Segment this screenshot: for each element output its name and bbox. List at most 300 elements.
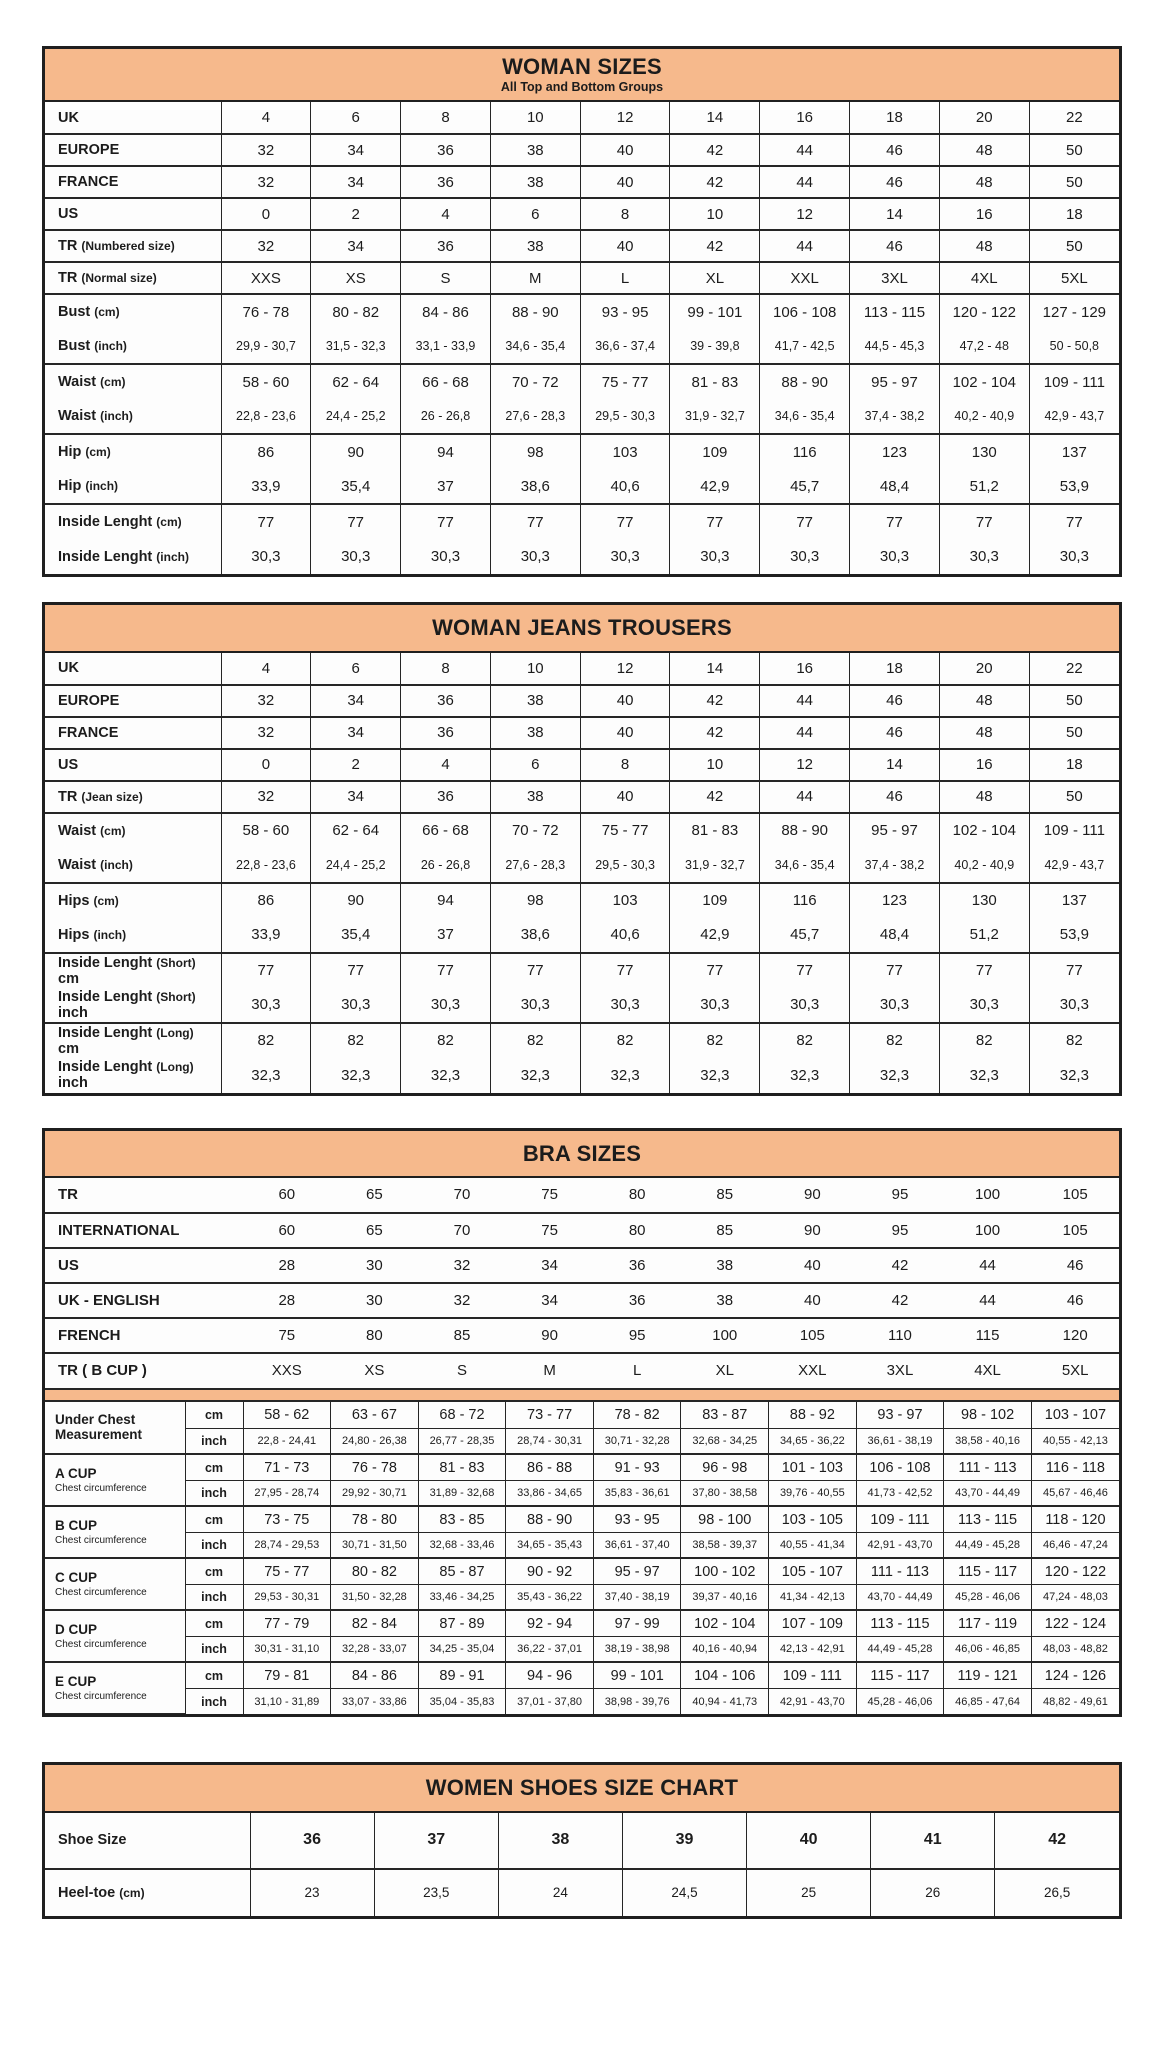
size-value: 77	[311, 504, 401, 539]
size-value: 123	[850, 434, 940, 469]
row-label: Waist (inch)	[45, 399, 221, 434]
size-value: 31,5 - 32,3	[311, 329, 401, 364]
size-value: 51,2	[939, 469, 1029, 504]
size-value: 37,80 - 38,58	[681, 1481, 769, 1506]
size-value: 48	[939, 166, 1029, 198]
size-value: 45,7	[760, 469, 850, 504]
size-value: 22	[1029, 102, 1119, 134]
row-label: Hip (cm)	[45, 434, 221, 469]
size-value: 92 - 94	[506, 1610, 594, 1637]
cup-label-cell	[45, 1402, 185, 1454]
size-value: 44	[760, 717, 850, 749]
size-value: 23,5	[374, 1869, 498, 1916]
size-value: 4	[221, 653, 311, 685]
size-value: 115	[944, 1318, 1032, 1353]
size-value: 118 - 120	[1031, 1506, 1119, 1533]
size-value: 97 - 99	[593, 1610, 681, 1637]
size-value: 77	[311, 953, 401, 988]
size-value: 42	[856, 1248, 944, 1283]
cup-subtitle: Chest circumference	[55, 1587, 147, 1599]
size-value: 36	[401, 781, 491, 813]
size-value: 48	[939, 781, 1029, 813]
size-value: 26,77 - 28,35	[418, 1429, 506, 1454]
size-value: 77	[490, 504, 580, 539]
size-value: 47,24 - 48,03	[1031, 1585, 1119, 1610]
size-value: 50	[1029, 781, 1119, 813]
size-value: 32,3	[490, 1058, 580, 1093]
size-value: 33,07 - 33,86	[331, 1689, 419, 1714]
size-value: 26,5	[995, 1869, 1119, 1916]
size-value: 90	[506, 1318, 594, 1353]
size-value: 50	[1029, 230, 1119, 262]
size-value: 40,55 - 41,34	[769, 1533, 857, 1558]
size-value: 93 - 95	[593, 1506, 681, 1533]
unit-cm-label: cm	[185, 1506, 243, 1533]
size-value: 34,65 - 35,43	[506, 1533, 594, 1558]
size-value: 30,3	[401, 539, 491, 574]
size-value: 95	[856, 1178, 944, 1213]
size-value: 122 - 124	[1031, 1610, 1119, 1637]
size-value: 82	[939, 1023, 1029, 1058]
size-value: 18	[850, 653, 940, 685]
size-value: 20	[939, 653, 1029, 685]
size-value: 30,3	[1029, 539, 1119, 574]
table-row	[45, 1869, 1119, 1916]
size-value: 66 - 68	[401, 813, 491, 848]
size-value: 42	[670, 134, 760, 166]
bra-cup-grid	[45, 1402, 1119, 1715]
size-value: 46,06 - 46,85	[944, 1637, 1032, 1662]
size-value: 38,6	[490, 918, 580, 953]
size-value: 42	[856, 1283, 944, 1318]
size-value: 70	[418, 1213, 506, 1248]
size-value: 34	[311, 230, 401, 262]
size-value: 99 - 101	[593, 1662, 681, 1689]
row-label: FRANCE	[45, 166, 221, 198]
row-label: Inside Lenght (Short) inch	[45, 988, 221, 1023]
size-value: 46	[1031, 1248, 1119, 1283]
size-value: 42,9	[670, 918, 760, 953]
row-label: Inside Lenght (Short) cm	[45, 953, 221, 988]
size-value: 30,3	[1029, 988, 1119, 1023]
size-value: 50	[1029, 685, 1119, 717]
size-value: 77	[1029, 504, 1119, 539]
table-row	[45, 364, 1119, 399]
size-value: 42	[670, 166, 760, 198]
size-value: 107 - 109	[769, 1610, 857, 1637]
size-value: 82	[490, 1023, 580, 1058]
bra-sizes-table	[42, 1128, 1122, 1718]
size-value: 8	[580, 198, 670, 230]
size-value: 44	[760, 166, 850, 198]
size-value: 77	[760, 504, 850, 539]
size-value: 48	[939, 134, 1029, 166]
size-value: 120 - 122	[1031, 1558, 1119, 1585]
size-value: 116	[760, 434, 850, 469]
size-value: 34	[311, 134, 401, 166]
size-value: 29,9 - 30,7	[221, 329, 311, 364]
size-value: 46	[850, 781, 940, 813]
size-value: 38	[681, 1283, 769, 1318]
size-value: 22	[1029, 653, 1119, 685]
size-value: 28,74 - 30,31	[506, 1429, 594, 1454]
unit-inch-label: inch	[185, 1637, 243, 1662]
size-value: 109 - 111	[769, 1662, 857, 1689]
size-value: 105	[1031, 1178, 1119, 1213]
size-value: 38	[490, 685, 580, 717]
size-value: 117 - 119	[944, 1610, 1032, 1637]
size-value: 33,1 - 33,9	[401, 329, 491, 364]
size-value: 98	[490, 434, 580, 469]
woman-sizes-title: WOMAN SIZES	[502, 54, 662, 79]
table-row	[45, 717, 1119, 749]
size-value: 62 - 64	[311, 813, 401, 848]
size-value: 127 - 129	[1029, 294, 1119, 329]
size-value: 94	[401, 434, 491, 469]
size-value: 30,3	[490, 988, 580, 1023]
size-value: 95	[856, 1213, 944, 1248]
size-value: 30,71 - 31,50	[331, 1533, 419, 1558]
size-value: 40,16 - 40,94	[681, 1637, 769, 1662]
size-value: 38	[490, 166, 580, 198]
size-value: 77	[939, 953, 1029, 988]
size-value: 32,3	[850, 1058, 940, 1093]
size-value: 12	[760, 198, 850, 230]
size-value: 42,91 - 43,70	[856, 1533, 944, 1558]
jeans-grid	[45, 653, 1119, 1093]
size-value: 30,3	[221, 539, 311, 574]
size-value: 38	[490, 230, 580, 262]
size-value: 102 - 104	[939, 364, 1029, 399]
size-value: 27,95 - 28,74	[243, 1481, 331, 1506]
size-value: 30,3	[580, 539, 670, 574]
size-value: 32,3	[580, 1058, 670, 1093]
size-value: 77	[670, 504, 760, 539]
table-row	[45, 1353, 1119, 1388]
size-value: 73 - 75	[243, 1506, 331, 1533]
cup-subtitle: Chest circumference	[55, 1691, 147, 1703]
cup-label-cell	[45, 1506, 185, 1558]
size-value: 32,68 - 34,25	[681, 1429, 769, 1454]
cup-name: D CUP	[55, 1621, 98, 1637]
size-value: 37,4 - 38,2	[850, 848, 940, 883]
size-value: 66 - 68	[401, 364, 491, 399]
size-value: 38,98 - 39,76	[593, 1689, 681, 1714]
size-value: 53,9	[1029, 918, 1119, 953]
size-value: 14	[670, 653, 760, 685]
table-row	[45, 1533, 1119, 1558]
size-value: 77	[401, 953, 491, 988]
size-value: 28	[243, 1283, 331, 1318]
size-value: 77	[850, 504, 940, 539]
shoes-size-table	[42, 1762, 1122, 1918]
size-value: 48	[939, 685, 1029, 717]
size-value: 0	[221, 198, 311, 230]
size-value: 4	[401, 198, 491, 230]
size-value: 45,28 - 46,06	[856, 1689, 944, 1714]
table-row	[45, 469, 1119, 504]
size-value: 35,04 - 35,83	[418, 1689, 506, 1714]
table-row	[45, 953, 1119, 988]
size-value: 30,3	[850, 988, 940, 1023]
size-value: 37	[401, 918, 491, 953]
size-value: 18	[1029, 749, 1119, 781]
size-value: 10	[670, 749, 760, 781]
size-value: 115 - 117	[856, 1662, 944, 1689]
size-value: 73 - 77	[506, 1402, 594, 1429]
size-value: 6	[311, 653, 401, 685]
size-value: 50	[1029, 166, 1119, 198]
cup-label-cell	[45, 1558, 185, 1610]
size-value: 105	[1031, 1213, 1119, 1248]
size-value: 60	[243, 1178, 331, 1213]
size-value: 45,67 - 46,46	[1031, 1481, 1119, 1506]
table-row	[45, 1637, 1119, 1662]
size-value: 44	[944, 1248, 1032, 1283]
size-value: 34	[311, 685, 401, 717]
table-row	[45, 294, 1119, 329]
size-value: 42	[670, 685, 760, 717]
size-value: 77	[221, 504, 311, 539]
size-value: 98	[490, 883, 580, 918]
size-value: 30,3	[311, 988, 401, 1023]
size-value: 82	[401, 1023, 491, 1058]
size-value: 39,37 - 40,16	[681, 1585, 769, 1610]
size-value: 60	[243, 1213, 331, 1248]
size-value: 84 - 86	[401, 294, 491, 329]
size-value: 4	[401, 749, 491, 781]
size-value: 103	[580, 883, 670, 918]
size-value: 82	[221, 1023, 311, 1058]
size-value: 83 - 87	[681, 1402, 769, 1429]
size-value: 76 - 78	[331, 1454, 419, 1481]
row-label: TR ( B CUP )	[58, 1362, 147, 1380]
size-value: 75	[506, 1178, 594, 1213]
size-value: 40,6	[580, 918, 670, 953]
size-value: 109	[670, 434, 760, 469]
table-row	[45, 1610, 1119, 1637]
size-value: 76 - 78	[221, 294, 311, 329]
size-value: 95	[593, 1318, 681, 1353]
size-value: 58 - 62	[243, 1402, 331, 1429]
size-value: M	[490, 262, 580, 294]
size-value: 6	[311, 102, 401, 134]
size-value: 85	[681, 1178, 769, 1213]
size-value: 95 - 97	[850, 364, 940, 399]
size-value: 24,5	[622, 1869, 746, 1916]
size-value: XS	[311, 262, 401, 294]
row-label: Hips (cm)	[45, 883, 221, 918]
size-value: 44,5 - 45,3	[850, 329, 940, 364]
size-value: 48	[939, 230, 1029, 262]
table-row	[45, 230, 1119, 262]
size-value: 23	[250, 1869, 374, 1916]
size-value: 75 - 77	[580, 813, 670, 848]
size-value: 34	[311, 781, 401, 813]
unit-inch-label: inch	[185, 1429, 243, 1454]
size-value: 32,3	[221, 1058, 311, 1093]
size-value: 20	[939, 102, 1029, 134]
size-value: 38	[498, 1813, 622, 1869]
size-value: 71 - 73	[243, 1454, 331, 1481]
size-value: 14	[850, 198, 940, 230]
row-label: TR (Numbered size)	[45, 230, 221, 262]
size-value: 32	[221, 717, 311, 749]
size-value: 116	[760, 883, 850, 918]
size-value: 42	[670, 230, 760, 262]
size-value: 77	[850, 953, 940, 988]
size-value: 30,3	[760, 988, 850, 1023]
table-row	[45, 1402, 1119, 1429]
table-row	[45, 198, 1119, 230]
size-value: 80	[331, 1318, 419, 1353]
size-value: 39,76 - 40,55	[769, 1481, 857, 1506]
size-value: 53,9	[1029, 469, 1119, 504]
size-value: 6	[490, 198, 580, 230]
size-value: 77	[760, 953, 850, 988]
size-value: 33,86 - 34,65	[506, 1481, 594, 1506]
size-value: 36	[593, 1283, 681, 1318]
size-value: 36	[401, 134, 491, 166]
size-value: 101 - 103	[769, 1454, 857, 1481]
size-value: 109 - 111	[1029, 813, 1119, 848]
size-value: XXS	[221, 262, 311, 294]
size-value: 58 - 60	[221, 813, 311, 848]
size-value: 37	[401, 469, 491, 504]
row-label: Inside Lenght (Long) cm	[45, 1023, 221, 1058]
cup-name: A CUP	[55, 1465, 97, 1481]
size-value: 88 - 90	[506, 1506, 594, 1533]
row-label: Bust (inch)	[45, 329, 221, 364]
size-value: 82	[850, 1023, 940, 1058]
size-value: 38,6	[490, 469, 580, 504]
size-value: 50 - 50,8	[1029, 329, 1119, 364]
size-value: 36	[401, 717, 491, 749]
size-value: 82	[580, 1023, 670, 1058]
size-value: 26 - 26,8	[401, 848, 491, 883]
size-value: 85	[681, 1213, 769, 1248]
size-value: 32,3	[939, 1058, 1029, 1093]
size-value: 88 - 90	[490, 294, 580, 329]
size-value: 113 - 115	[944, 1506, 1032, 1533]
size-value: 44	[760, 685, 850, 717]
cup-name: B CUP	[55, 1517, 98, 1533]
size-value: 75	[243, 1318, 331, 1353]
size-value: 46	[850, 166, 940, 198]
size-value: 47,2 - 48	[939, 329, 1029, 364]
size-value: 88 - 90	[760, 813, 850, 848]
size-value: 34	[311, 717, 401, 749]
size-value: 28,74 - 29,53	[243, 1533, 331, 1558]
size-value: 30,3	[939, 988, 1029, 1023]
size-value: 35,83 - 36,61	[593, 1481, 681, 1506]
size-value: XXL	[798, 1362, 827, 1380]
size-value: 98 - 100	[681, 1506, 769, 1533]
size-value: 77 - 79	[243, 1610, 331, 1637]
row-label: Waist (inch)	[45, 848, 221, 883]
size-value: 38	[490, 717, 580, 749]
size-value: 90	[769, 1213, 857, 1248]
size-value: 30,3	[401, 988, 491, 1023]
table-row	[45, 1689, 1119, 1714]
size-value: 31,89 - 32,68	[418, 1481, 506, 1506]
size-value: 40	[769, 1283, 857, 1318]
size-value: 109 - 111	[1029, 364, 1119, 399]
size-value: 120 - 122	[939, 294, 1029, 329]
size-value: 3XL	[886, 1362, 914, 1380]
size-value: 22,8 - 23,6	[221, 848, 311, 883]
size-value: 137	[1029, 434, 1119, 469]
size-value: 4	[221, 102, 311, 134]
size-value: 46	[850, 717, 940, 749]
size-value: 106 - 108	[856, 1454, 944, 1481]
size-value: 100 - 102	[681, 1558, 769, 1585]
table-row	[45, 1558, 1119, 1585]
size-value: 90	[769, 1178, 857, 1213]
cup-label-cell	[45, 1662, 185, 1714]
size-value: 80 - 82	[311, 294, 401, 329]
size-value: 24,4 - 25,2	[311, 848, 401, 883]
size-value: 46	[1031, 1283, 1119, 1318]
size-value: 36	[401, 685, 491, 717]
size-value: 45,7	[760, 918, 850, 953]
size-value: 42	[670, 781, 760, 813]
size-value: 24	[498, 1869, 622, 1916]
table-row	[45, 848, 1119, 883]
unit-inch-label: inch	[185, 1533, 243, 1558]
size-value: 27,6 - 28,3	[490, 399, 580, 434]
row-label: Shoe Size	[45, 1813, 250, 1869]
row-label: TR	[45, 1178, 243, 1213]
size-value: 44	[760, 134, 850, 166]
size-value: 100	[681, 1318, 769, 1353]
size-value: 80	[593, 1178, 681, 1213]
size-value: 43,70 - 44,49	[856, 1585, 944, 1610]
size-value: 48	[939, 717, 1029, 749]
size-value: 78 - 80	[331, 1506, 419, 1533]
size-value: 102 - 104	[939, 813, 1029, 848]
size-value: 30,3	[580, 988, 670, 1023]
size-value: 30,31 - 31,10	[243, 1637, 331, 1662]
size-value: 30	[331, 1283, 419, 1318]
size-value: 29,92 - 30,71	[331, 1481, 419, 1506]
size-value: 30,3	[670, 988, 760, 1023]
unit-cm-label: cm	[185, 1610, 243, 1637]
table-row	[45, 685, 1119, 717]
size-value: 5XL	[1029, 262, 1119, 294]
size-value: 130	[939, 883, 1029, 918]
size-value: 103 - 105	[769, 1506, 857, 1533]
size-value: 42,9 - 43,7	[1029, 399, 1119, 434]
size-value: 87 - 89	[418, 1610, 506, 1637]
size-value: 86 - 88	[506, 1454, 594, 1481]
size-value: 106 - 108	[760, 294, 850, 329]
size-value: 130	[939, 434, 1029, 469]
size-value: 22,8 - 23,6	[221, 399, 311, 434]
size-value: 109 - 111	[856, 1506, 944, 1533]
size-value: 38	[681, 1248, 769, 1283]
size-value: 33,9	[221, 918, 311, 953]
size-value: 103	[580, 434, 670, 469]
row-label: Inside Lenght (inch)	[45, 539, 221, 574]
jeans-trousers-table	[42, 602, 1122, 1095]
size-value: 40	[580, 230, 670, 262]
size-value: 31,9 - 32,7	[670, 848, 760, 883]
size-value: 95 - 97	[850, 813, 940, 848]
size-value: 5XL	[1061, 1362, 1089, 1380]
row-label: UK	[45, 653, 221, 685]
size-value: 36	[401, 166, 491, 198]
